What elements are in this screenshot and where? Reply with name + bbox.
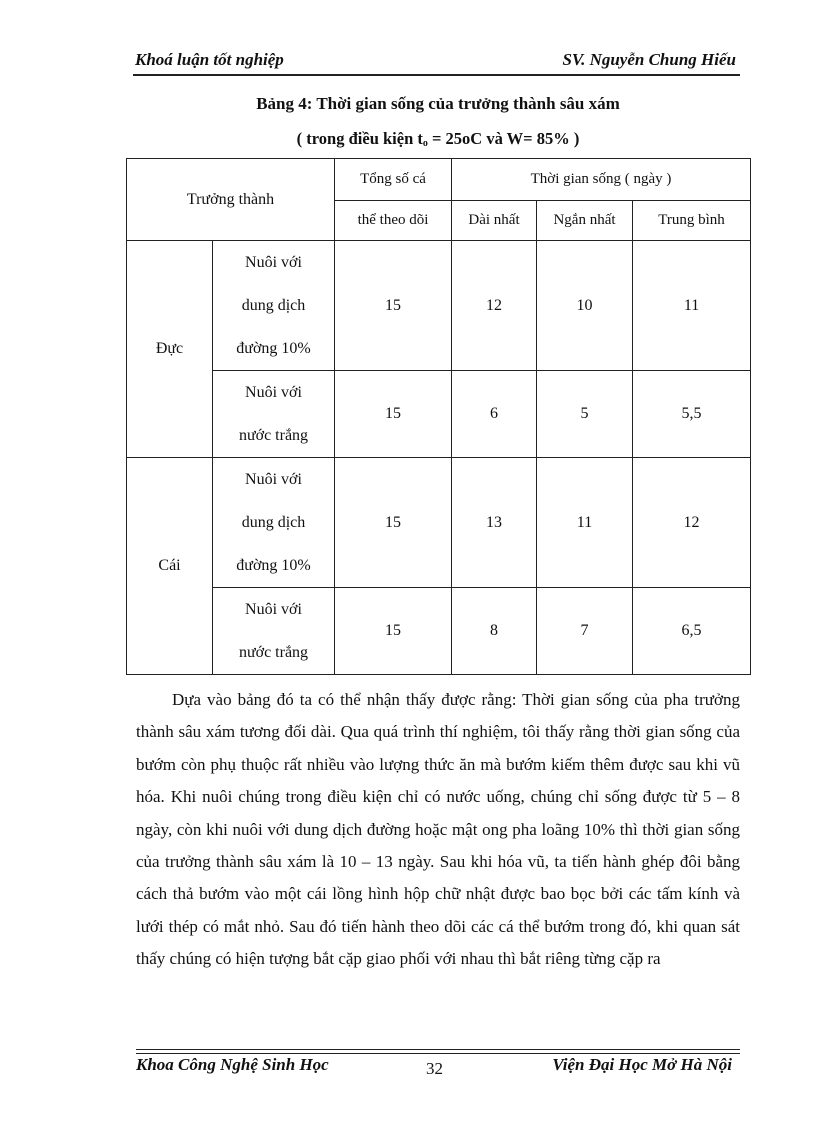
count-cell: 15	[335, 588, 452, 675]
longest-cell: 12	[452, 241, 537, 371]
footer-rule-thick	[136, 1049, 740, 1050]
longest-cell: 13	[452, 458, 537, 588]
header-count-line1: Tổng số cá	[335, 159, 452, 201]
sex-cell-female: Cái	[127, 458, 213, 675]
average-cell: 6,5	[633, 588, 751, 675]
longest-cell: 8	[452, 588, 537, 675]
header-thesis-label: Khoá luận tốt nghiệp	[135, 50, 284, 69]
table-row	[127, 371, 751, 458]
header-shortest: Ngắn nhất	[537, 201, 633, 241]
diet-line: dung dịch	[241, 297, 306, 314]
header-count-line2: thể theo dõi	[335, 201, 452, 241]
shortest-cell: 5	[537, 371, 633, 458]
footer-institute: Viện Đại Học Mở Hà Nội	[552, 1055, 732, 1074]
condition-subscript: o	[422, 138, 428, 149]
header-average: Trung bình	[633, 201, 751, 241]
footer-rule-thin	[136, 1053, 740, 1054]
footer-faculty: Khoa Công Nghệ Sinh Học	[136, 1055, 329, 1074]
diet-line: dung dịch	[241, 514, 306, 531]
count-cell: 15	[335, 371, 452, 458]
shortest-cell: 7	[537, 588, 633, 675]
table-row	[127, 588, 751, 675]
condition-prefix: ( trong điều kiện t	[296, 129, 423, 148]
diet-cell	[213, 241, 335, 371]
body-paragraph: Dựa vào bảng đó ta có thể nhận thấy được rằng: Thời gian sống của pha trưởng thành sâu xám tương đối dài. Qua quá trình thí nghiệm, tôi thấy rằng thời gian sống của bướm còn phụ thuộc rất nhiều vào lượng thức ăn mà bướm kiếm thêm được sau khi vũ hóa. Khi nuôi chúng trong điều kiện chỉ có nước uống, chúng chỉ sống được từ 5 – 8 ngày, còn khi nuôi với dung dịch đường hoặc mật ong pha loãng 10% thì thời gian sống của trưởng thành sâu xám là 10 – 13 ngày. Sau khi hóa vũ, ta tiến hành ghép đôi bằng cách thả bướm vào một cái lồng hình hộp chữ nhật được bao bọc bởi các tấm kính và lưới thép có mắt nhỏ. Sau đó tiến hành theo dõi các cá thể bướm trong đó, khi quan sát thấy chúng có hiện tượng bắt cặp giao phối với nhau thì bắt riêng từng cặp ra	[136, 690, 740, 969]
sex-cell-male: Đực	[127, 241, 213, 458]
shortest-cell: 10	[537, 241, 633, 371]
average-cell: 11	[633, 241, 751, 371]
condition-suffix: = 25oC và W= 85% )	[427, 129, 580, 148]
shortest-cell: 11	[537, 458, 633, 588]
table-condition	[126, 129, 750, 149]
page-number: 32	[426, 1059, 443, 1078]
header-student-name: SV. Nguyễn Chung Hiếu	[562, 50, 736, 69]
diet-line: nước trắng	[238, 427, 309, 444]
diet-line: nước trắng	[238, 644, 309, 661]
average-cell: 12	[633, 458, 751, 588]
diet-line: Nuôi với	[245, 254, 302, 271]
table-row	[127, 241, 751, 371]
count-cell: 15	[335, 241, 452, 371]
lifespan-table	[126, 158, 751, 675]
table-row	[127, 458, 751, 588]
body-text	[136, 684, 740, 976]
page-footer	[136, 1055, 740, 1081]
header-longest: Dài nhất	[452, 201, 537, 241]
header-lifespan: Thời gian sống ( ngày )	[452, 159, 751, 201]
diet-line: đường 10%	[236, 557, 311, 574]
longest-cell: 6	[452, 371, 537, 458]
diet-cell	[213, 458, 335, 588]
diet-cell	[213, 371, 335, 458]
diet-line: Nuôi với	[245, 384, 302, 401]
table-header-row	[127, 159, 751, 201]
page-header	[133, 50, 740, 76]
table-title: Bảng 4: Thời gian sống của trưởng thành sâu xám	[256, 94, 620, 113]
diet-line: Nuôi với	[245, 471, 302, 488]
diet-line: Nuôi với	[245, 601, 302, 618]
count-cell: 15	[335, 458, 452, 588]
header-adult: Trưởng thành	[127, 159, 335, 241]
diet-line: đường 10%	[236, 340, 311, 357]
average-cell: 5,5	[633, 371, 751, 458]
diet-cell	[213, 588, 335, 675]
